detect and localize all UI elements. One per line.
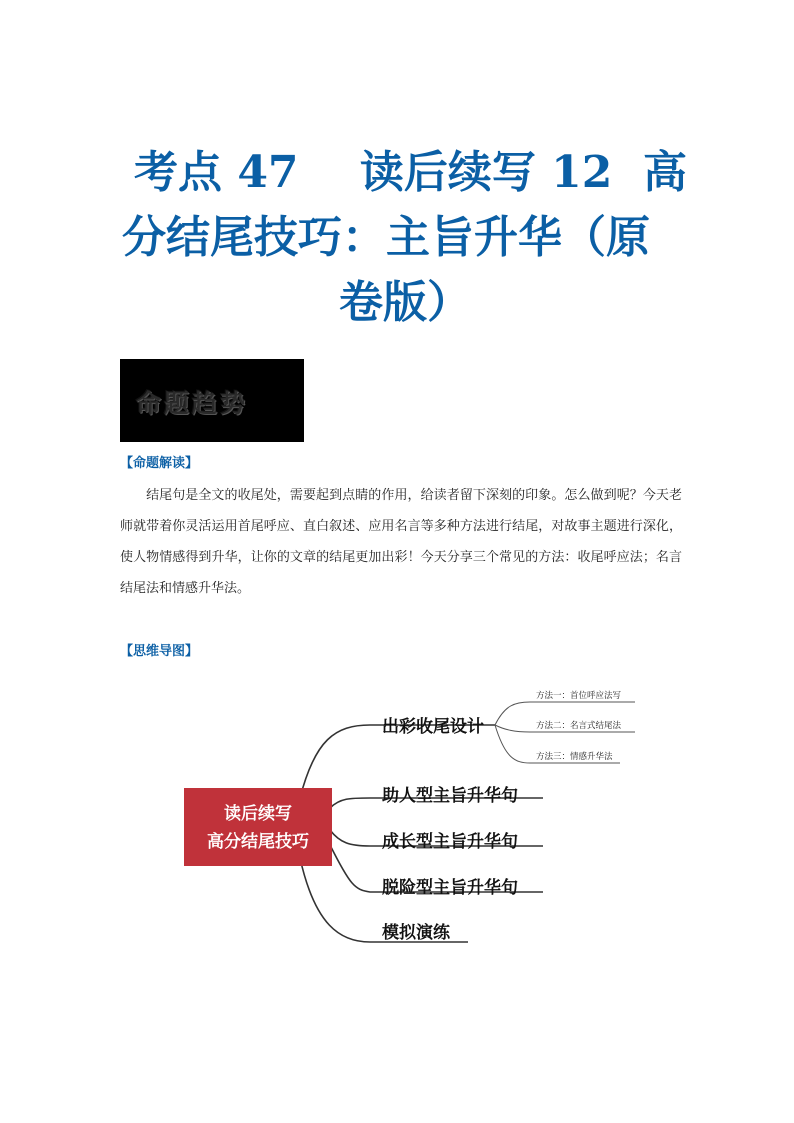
banner-text: 命题趋势 [136,389,249,418]
title-line-3: 卷版） [339,277,471,329]
section-label-mindmap: 【思维导图】 [120,644,199,659]
branch-practice: 模拟演练 [382,923,450,943]
sub-branch-method-2: 方法二：名言式结尾法 [536,721,622,731]
mind-map [150,680,650,960]
mind-map-root-line-2: 高分结尾技巧 [207,832,309,852]
mind-map-root-line-1: 读后续写 [224,804,292,824]
section-label-interpretation: 【命题解读】 [120,456,199,471]
branch-helping-theme: 助人型主旨升华句 [382,786,518,806]
branch-growth-theme: 成长型主旨升华句 [382,832,518,852]
mind-map-root-box [184,788,332,866]
intro-paragraph-text: 结尾句是全文的收尾处，需要起到点睛的作用，给读者留下深刻的印象。怎么做到呢？今天老师就带着你灵活运用首尾呼应、直白叙述、应用名言等多种方法进行结尾，对故事主题进行深化，使人物情感得到升华，让你的文章的结尾更加出彩！今天分享三个常见的方法：收尾呼应法；名言结尾法和情感升华法。 [120,488,682,596]
title-line-1: 考点 47 读后续写 12 高 [134,147,688,198]
branch-escape-theme: 脱险型主旨升华句 [382,878,518,898]
intro-paragraph [120,480,682,604]
sub-branch-method-1: 方法一：首位呼应法写 [536,691,622,701]
sub-branch-method-3: 方法三：情感升华法 [536,752,613,762]
topic-trend-banner [120,359,304,442]
branch-ending-design: 出彩收尾设计 [382,717,484,737]
page-title [110,140,700,335]
title-line-2: 分结尾技巧：主旨升华（原 [122,212,650,264]
